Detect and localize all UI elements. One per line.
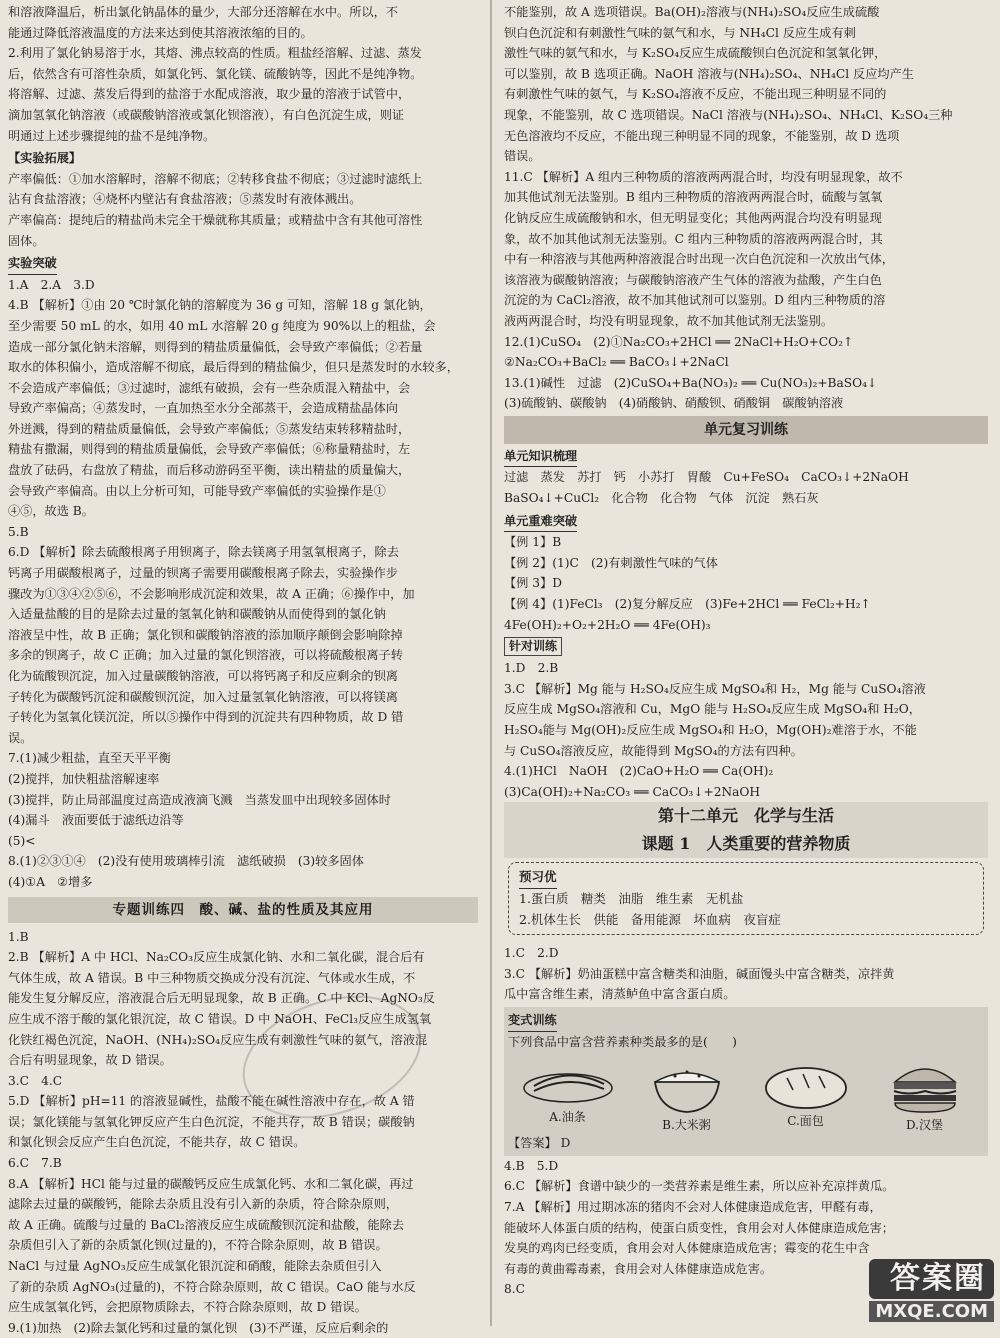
topic-training-text	[8, 927, 478, 1338]
text-line: 液两两混合时，均没有明显现象，故不加其他试剂无法鉴别。	[504, 313, 834, 328]
text-line: 会导致产率偏高。由以上分析可知，可能导致产率偏低的实验操作是①	[8, 483, 386, 498]
topic-training-banner: 专题训练四 酸、碱、盐的性质及其应用	[8, 897, 478, 923]
text-line: 应生成不溶于酸的氯化银沉淀，故 C 错误。D 中 NaOH、FeCl₃反应生成氢氧	[8, 1011, 432, 1026]
text-line: 13.(1)碱性 过滤 (2)CuSO₄+Ba(NO₃)₂ ══ Cu(NO₃)₂+BaSO₄↓	[504, 375, 878, 390]
text-line: 4.B 【解析】①由 20 ℃时氯化钠的溶解度为 36 g 可知，溶解 18 g 氯化钠，	[8, 298, 432, 313]
text-line: (4)漏斗 液面要低于滤纸边沿等	[8, 813, 184, 828]
text-line: 钡白色沉淀和有刺激性气味的氨气和水，与 NH₄Cl 反应生成有刺	[504, 25, 856, 40]
text-line: 8.C	[504, 1282, 525, 1297]
food-option-hamburger	[873, 1056, 977, 1133]
text-line: 产率偏低：①加水溶解时，溶解不彻底；②转移食盐不彻底；③过滤时滤纸上	[8, 171, 423, 186]
text-line: 9.(1)加热 (2)除去氯化钙和过量的氯化钡 (3)不严谨，反应后剩余的	[8, 1320, 389, 1335]
unit-title: 第十二单元 化学与生活	[504, 802, 988, 830]
text-line: 气体生成，故 A 错误。B 中三种物质交换成分没有沉淀、气体或水生成，不	[8, 970, 416, 985]
experiment-breakthrough-heading: 实验突破	[8, 253, 57, 275]
text-line: 多余的钡离子，故 C 正确；加入过量的氯化钡溶液，可以将硫酸根离子转	[8, 648, 403, 663]
text-line: 现象，不能鉴别，故 C 选项错误。NaCl 溶液与(NH₄)₂SO₄、NH₄Cl、K₂SO₄三种	[504, 107, 953, 122]
text-line: 有刺激性气味的氨气，与 K₂SO₄溶液不反应，不能出现三种明显不同的	[504, 87, 887, 102]
text-line: 将溶解、过滤、蒸发后得到的盐溶于水配成溶液，取少量的溶液于试管中，	[8, 87, 411, 102]
text-line: 沉淀的为 CaCl₂溶液，故不加其他试剂可以鉴别。D 组内三种物质的溶	[504, 293, 886, 308]
text-line: (5)<	[8, 833, 36, 848]
text-line: 沾有食盐溶液；④烧杯内壁沾有食盐溶液；⑤蒸发时有液体溅出。	[8, 192, 362, 207]
text-line: 故 A 正确。硫酸与过量的 BaCl₂溶液反应生成硫酸钡沉淀和盐酸，能除去	[8, 1217, 405, 1232]
text-line: 瓜中富含维生素，清蒸鲈鱼中富含蛋白质。	[504, 987, 736, 1002]
text-line: 误。	[8, 730, 33, 745]
knowledge-heading: 单元知识梳理	[504, 446, 577, 468]
text-line: 和氯化钡会反应产生白色沉淀，不能共存，故 C 错误。	[8, 1135, 306, 1150]
text-line: 激性气味的氨气和水，与 K₂SO₄反应生成硫酸钡白色沉淀和氢氧化钾，	[504, 46, 887, 61]
text-line: 2.利用了氯化钠易溶于水，其熔、沸点较高的性质。粗盐经溶解、过滤、蒸发	[8, 46, 422, 61]
text-line: 2.B 【解析】A 中 HCl、Na₂CO₃反应生成氯化钠、水和二氧化碳，混合后有	[8, 950, 425, 965]
text-line: 误；氯化镁能与氢氧化钾反应产生白色沉淀，不能共存，故 B 错误；碳酸钠	[8, 1114, 415, 1129]
text-line: 子转化为氢氧化镁沉淀，所以⑤操作中得到的沉淀共有四种物质，故 D 错	[8, 710, 404, 725]
unit-review-banner: 单元复习训练	[504, 416, 988, 444]
targeted-training-heading: 针对训练	[504, 637, 562, 656]
text-line: 【例 3】D	[504, 576, 562, 591]
text-line: 1.C 2.D	[504, 946, 559, 961]
text-line: 4.(1)HCl NaOH (2)CaO+H₂O ══ Ca(OH)₂	[504, 764, 774, 779]
watermark	[869, 1259, 994, 1322]
after-preview-text	[504, 943, 988, 1005]
variant-training-box	[504, 1007, 988, 1156]
variant-question: 下列食品中富含营养素种类最多的是( )	[508, 1034, 737, 1049]
text-line: 6.D 【解析】除去硫酸根离子用钡离子，除去镁离子用氢氧根离子，除去	[8, 545, 399, 560]
text-line: 外迸溅，得到的精盐质量偏低，会导致产率偏低；⑤蒸发结束转移精盐时，	[8, 421, 411, 436]
text-line: 3.C 【解析】Mg 能与 H₂SO₄反应生成 MgSO₄和 H₂，Mg 能与 CuSO₄溶液	[504, 681, 926, 696]
text-line: 入适量盐酸的目的是除去过量的氢氧化钠和碳酸钠从而使得到的氯化钠	[8, 607, 386, 622]
text-line: 加其他试剂无法鉴别。B 组内三种物质的溶液两两混合时，硫酸与氢氧	[504, 190, 883, 205]
text-line: 象，故不加其他试剂无法鉴别。C 组内三种物质的溶液两两混合时，其	[504, 231, 883, 246]
text-line: 化为硫酸钡沉淀，加入过量碳酸钠溶液，可以将钙离子和反应剩余的钡离	[8, 669, 398, 683]
bread-image	[761, 1056, 851, 1112]
text-line: 不会造成产率偏低；③过滤时，滤纸有破损，会有一些杂质混入精盐中，会	[8, 380, 411, 395]
text-line: 过滤 蒸发 苏打 钙 小苏打 胃酸 Cu+FeSO₄ CaCO₃↓+2NaOH	[504, 470, 909, 485]
food-label-b: B.大米粥	[662, 1118, 711, 1133]
text-line: 与 CuSO₄溶液反应，故能得到 MgSO₄的方法有四种。	[504, 743, 803, 758]
text-line: ②Na₂CO₃+BaCl₂ ══ BaCO₃↓+2NaCl	[504, 355, 729, 370]
food-options	[508, 1056, 984, 1133]
text-line: 12.(1)CuSO₄ (2)①Na₂CO₃+2HCl ══ 2NaCl+H₂O+CO₂↑	[504, 334, 854, 349]
text-line: 了新的杂质 AgNO₃(过量的)，不符合除杂原则，故 C 错误。CaO 能与水反	[8, 1279, 416, 1294]
text-line: 杂质但引入了新的杂质氯化钡(过量的)，不符合除杂原则，故 B 错误。	[8, 1238, 388, 1253]
left-column	[0, 0, 490, 1335]
text-line: 合后有明显现象，故 D 错误。	[8, 1053, 172, 1068]
right-top-text	[504, 2, 988, 414]
text-line: 【例 4】(1)FeCl₃ (2)复分解反应 (3)Fe+2HCl ══ FeCl₂+H₂↑	[504, 597, 871, 612]
text-line: 8.(1)②③①④ (2)没有使用玻璃棒引流 滤纸破损 (3)较多固体	[8, 854, 364, 869]
text-line: 骤改为①③④②⑤⑥，不会影响形成沉淀和效果，故 A 正确；⑥操作中，加	[8, 586, 415, 601]
food-label-a: A.油条	[549, 1110, 586, 1125]
text-line: 导致产率偏高；④蒸发时，一直加热至水分全部蒸干，会造成精盐晶体向	[8, 401, 398, 416]
text-line: 有毒的黄曲霉毒素，食用会对人体健康造成危害。	[504, 1261, 773, 1276]
text-line: 取水的体积偏小，造成溶解不彻底，最后得到的精盐偏少，但只是蒸发时的水较多，	[8, 360, 459, 375]
watermark-url: MXQE.COM	[869, 1301, 994, 1322]
text-line: 5.D 【解析】pH=11 的溶液显碱性，盐酸不能在碱性溶液中存在，故 A 错	[8, 1094, 415, 1109]
text-line: 中有一种溶液与其他两种溶液混合时出现一次白色沉淀和一次放出气体，	[504, 252, 894, 267]
text-line: (4)①A ②增多	[8, 874, 93, 889]
text-line: 错误。	[504, 149, 541, 164]
text-line: 2.机体生长 供能 备用能源 坏血病 夜盲症	[519, 911, 781, 927]
text-line: 至少需要 50 mL 的水，如用 40 mL 水溶解 20 g 纯度为 90%以上的粗盐，会	[8, 318, 436, 333]
text-line: (3)硫酸钠、碳酸钠 (4)硝酸钠、硝酸钡、硝酸铜 碳酸钠溶液	[504, 396, 844, 411]
text-line: 能发生复分解反应，溶液混合后无明显现象，故 B 正确。C 中 KCl、AgNO₃反	[8, 991, 435, 1006]
text-line: 6.C 7.B	[8, 1156, 62, 1171]
text-line: 盘放了砝码，右盘放了精盐，而后移动游码至平衡，读出精盐的质量偏大，	[8, 463, 411, 478]
text-line: 滤除去过量的碳酸钙，能除去杂质且没有引入新的杂质，符合除杂原则，	[8, 1197, 398, 1212]
text-line: 产率偏高：提纯后的精盐尚未完全干燥就称其质量；或精盐中含有其他可溶性	[8, 212, 423, 227]
text-line: 1.A 2.A 3.D	[8, 277, 95, 292]
text-line: 可以鉴别，故 B 选项正确。NaOH 溶液与(NH₄)₂SO₄、NH₄Cl 反应均产生	[504, 66, 914, 81]
text-line: 4Fe(OH)₂+O₂+2H₂O ══ 4Fe(OH)₃	[504, 617, 711, 632]
right-column	[494, 0, 1000, 1326]
text-line: 【例 1】B	[504, 535, 562, 550]
text-line: 溶液呈中性，故 B 正确；氯化钡和碳酸钠溶液的添加顺序颠倒会影响除掉	[8, 627, 403, 642]
text-line: H₂SO₄能与 Mg(OH)₂反应生成 MgSO₄和 H₂O，Mg(OH)₂难溶于水，不能	[504, 723, 917, 737]
food-label-c: C.面包	[787, 1114, 824, 1129]
text-line: (3)搅拌，防止局部温度过高造成液滴飞溅 当蒸发皿中出现较多固体时	[8, 792, 391, 807]
text-line: 能通过降低溶液温度的方法来达到使其溶液浓缩的目的。	[8, 25, 313, 40]
preview-heading: 预习优	[519, 867, 557, 889]
food-label-d: D.汉堡	[905, 1118, 943, 1133]
difficult-text	[504, 532, 988, 635]
experiment-breakthrough-text	[8, 275, 478, 893]
text-line: 和溶液降温后，析出氯化钠晶体的量少，大部分还溶解在水中。所以，不	[8, 5, 398, 19]
text-line: 滴加氢氧化钠溶液（或碳酸钠溶液或氯化钡溶液），有白色沉淀生成，则证	[8, 107, 405, 122]
text-line: 反应生成 MgSO₄溶液和 Cu，MgO 能与 H₂SO₄反应生成 MgSO₄和 H₂O，	[504, 702, 921, 717]
text-line: 精盐有撒漏，则得到的精盐质量偏低，会导致产率偏低；⑥称量精盐时，左	[8, 442, 411, 457]
text-line: 固体。	[8, 233, 45, 248]
text-line: 化铁红褐色沉淀，NaOH、(NH₄)₂SO₄反应生成有刺激性气味的氨气，溶液混	[8, 1032, 428, 1047]
targeted-text	[504, 658, 988, 802]
text-line: 发臭的鸡肉已经变质，食用会对人体健康造成危害；霉变的花生中含	[504, 1241, 870, 1256]
text-line: 5.B	[8, 524, 29, 539]
text-line: 8.A 【解析】HCl 能与过量的碳酸钙反应生成氯化钙、水和二氧化碳，再过	[8, 1176, 414, 1191]
text-line: 1.D 2.B	[504, 661, 559, 676]
text-line: 子转化为碳酸钙沉淀和碳酸钡沉淀，加入过量氢氧化钠溶液，可以将镁离	[8, 689, 398, 704]
text-line: 4.B 5.D	[504, 1158, 559, 1173]
answer-line: 【答案】 D	[508, 1136, 571, 1151]
text-line: 该溶液为碳酸钠溶液；与碳酸钠溶液产生气体的溶液为盐酸，产生白色	[504, 272, 882, 287]
text-line: 1.B	[8, 929, 29, 944]
text-line: 后，依然含有可溶性杂质，如氯化钙、氯化镁、硫酸钠等，因此不是纯净物。	[8, 66, 423, 81]
food-option-bread	[754, 1056, 858, 1133]
text-line: 【例 2】(1)C (2)有刺激性气味的气体	[504, 555, 718, 570]
text-line: 不能鉴别，故 A 选项错误。Ba(OH)₂溶液与(NH₄)₂SO₄反应生成硫酸	[504, 5, 880, 19]
column-divider	[490, 0, 492, 1326]
variant-heading: 变式训练	[508, 1010, 557, 1032]
youtiao-image	[520, 1056, 616, 1108]
text-line: 造成一部分氯化钠未溶解，则得到的精盐质量偏低，会导致产率偏低；②若量	[8, 339, 423, 354]
text-line: (2)搅拌，加快粗盐溶解速率	[8, 771, 160, 786]
text-line: 钙离子用碳酸根离子，过量的钡离子需要用碳酸根离子除去，实验操作步	[8, 566, 398, 581]
preview-text	[519, 889, 973, 930]
hamburger-image	[889, 1056, 961, 1116]
food-option-youtiao	[516, 1056, 620, 1133]
preview-box	[508, 862, 984, 935]
experiment-expand-heading: 【实验拓展】	[8, 151, 82, 166]
experiment-expand-text	[8, 169, 478, 251]
difficult-heading: 单元重难突破	[504, 511, 577, 533]
lesson-title: 课题 1 人类重要的营养物质	[504, 830, 988, 858]
text-line: 无色溶液均不反应，不能出现三种明显不同的现象，不能鉴别，故 D 选项	[504, 128, 900, 143]
text-line: (3)Ca(OH)₂+Na₂CO₃ ══ CaCO₃↓+2NaOH	[504, 784, 761, 799]
watermark-logo: 答案圈	[869, 1259, 994, 1299]
text-line: 11.C 【解析】A 组内三种物质的溶液两两混合时，均没有明显现象，故不	[504, 169, 903, 184]
text-line: 化钠反应生成硫酸钠和水，但无明显变化；其他两两混合均没有明显现	[504, 210, 882, 225]
text-line: 3.C 【解析】奶油蛋糕中富含糖类和油脂，碱面馒头中富含糖类，凉拌黄	[504, 966, 895, 981]
food-option-rice-porridge	[635, 1056, 739, 1133]
text-line: 明通过上述步骤提纯的盐不是纯净物。	[8, 128, 216, 143]
text-line: 能破坏人体蛋白质的结构，使蛋白质变性，食用会对人体健康造成危害；	[504, 1220, 894, 1235]
text-line: BaSO₄↓+CuCl₂ 化合物 化合物 气体 沉淀 熟石灰	[504, 491, 819, 506]
text-line: 应生成氢氧化钙，会把原物质除去，不符合除杂原则，故 D 错误。	[8, 1300, 367, 1315]
porridge-bowl-image	[647, 1056, 727, 1116]
text-line: 7.(1)减少粗盐，直至天平平衡	[8, 751, 171, 766]
text-line: 6.C 【解析】食谱中缺少的一类营养素是维生素，所以应补充凉拌黄瓜。	[504, 1179, 895, 1194]
text-line: ④⑤，故选 B。	[8, 504, 94, 519]
knowledge-text	[504, 467, 988, 508]
text-line: NaCl 与过量 AgNO₃反应生成氯化银沉淀和硝酸，能除去杂质但引入	[8, 1259, 382, 1274]
text-line: 1.蛋白质 糖类 油脂 维生素 无机盐	[519, 890, 744, 906]
text-line: 7.A 【解析】用过期冰冻的猪肉不会对人体健康造成危害，甲醛有毒，	[504, 1199, 882, 1214]
left-top-text	[8, 2, 478, 146]
text-line: 3.C 4.C	[8, 1073, 63, 1088]
